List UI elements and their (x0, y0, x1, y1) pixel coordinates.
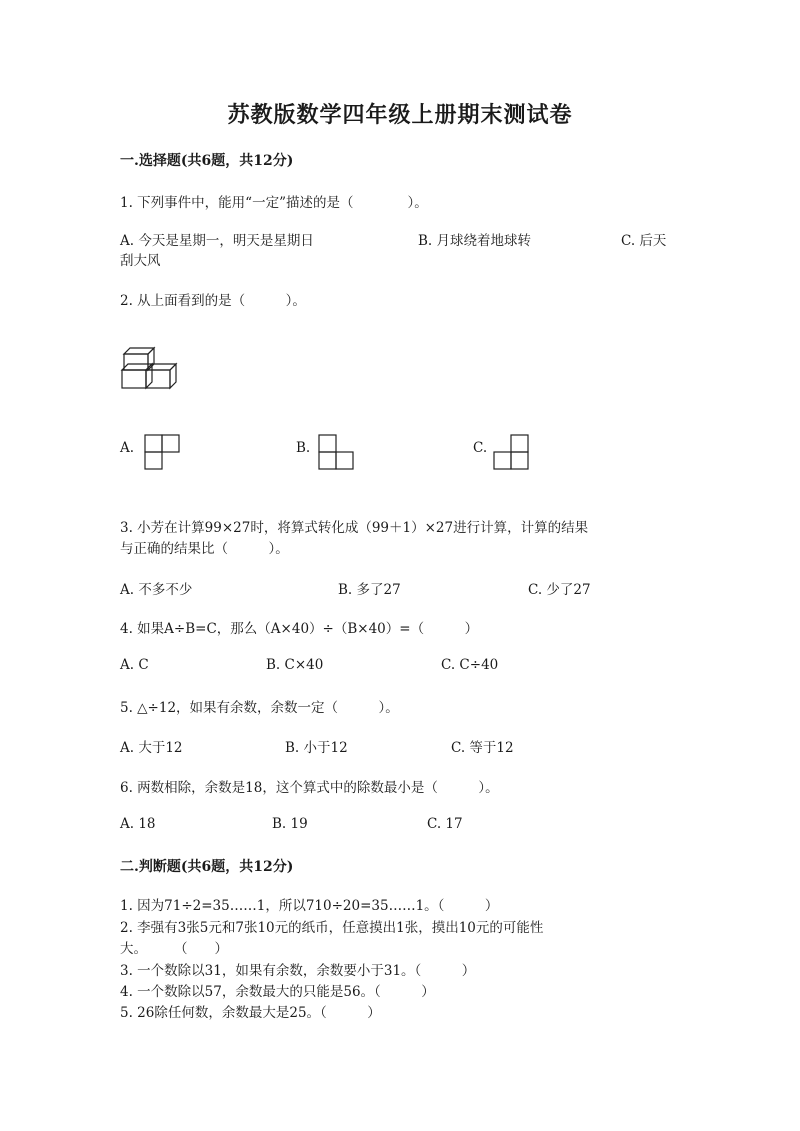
question-4-option-b: B. C×40 (266, 657, 324, 673)
judgement-item-5: 5. 26除任何数，余数最大是25。（ ） (120, 1005, 381, 1021)
question-2-option-c: C. (473, 440, 488, 456)
question-3-stem-line-1: 3. 小芳在计算99×27时，将算式转化成（99＋1）×27进行计算，计算的结果 (120, 520, 589, 536)
question-2-stem: 2. 从上面看到的是（ ）。 (120, 293, 306, 309)
question-6-option-a: A. 18 (120, 816, 156, 832)
question-6-option-c: C. 17 (427, 816, 463, 832)
question-1-stem: 1. 下列事件中，能用“一定”描述的是（ ）。 (120, 195, 428, 211)
question-4-option-a: A. C (120, 657, 149, 673)
top-view-figure-a (144, 434, 180, 470)
section-heading-choice: 一.选择题(共6题，共12分) (120, 153, 294, 169)
judgement-item-2: 2. 李强有3张5元和7张10元的纸币，任意摸出1张，摸出10元的可能性 (120, 920, 544, 936)
question-3-option-c: C. 少了27 (528, 582, 591, 598)
judgement-item-1: 1. 因为71÷2=35……1，所以710÷20=35……1。（ ） (120, 898, 499, 914)
question-4-stem: 4. 如果A÷B=C，那么（A×40）÷（B×40）=（ ） (120, 621, 479, 637)
question-6-option-b: B. 19 (272, 816, 308, 832)
judgement-item-4: 4. 一个数除以57，余数最大的只能是56。（ ） (120, 984, 435, 1000)
question-2-option-a: A. (120, 440, 135, 456)
question-2-option-b: B. (296, 440, 311, 456)
question-4-option-c: C. C÷40 (441, 657, 499, 673)
question-1-option-a: A. 今天是星期一，明天是星期日 (120, 233, 314, 249)
question-1-option-c: C. 后天 (621, 233, 667, 249)
cubes-3d-figure (118, 338, 184, 394)
top-view-figure-b (318, 434, 354, 470)
judgement-item-3: 3. 一个数除以31，如果有余数，余数要小于31。（ ） (120, 963, 476, 979)
question-3-option-b: B. 多了27 (338, 582, 401, 598)
top-view-figure-c (493, 434, 529, 470)
page-title: 苏教版数学四年级上册期末测试卷 (227, 102, 573, 128)
question-6-stem: 6. 两数相除，余数是18，这个算式中的除数最小是（ ）。 (120, 780, 499, 796)
question-5-option-a: A. 大于12 (120, 740, 183, 756)
question-5-stem: 5. △÷12，如果有余数，余数一定（ ）。 (120, 700, 399, 716)
question-1-option-c-continued: 刮大风 (120, 253, 161, 269)
question-3-stem-line-2: 与正确的结果比（ ）。 (120, 541, 289, 557)
question-5-option-b: B. 小于12 (285, 740, 348, 756)
question-3-option-a: A. 不多不少 (120, 582, 193, 598)
section-heading-judgement: 二.判断题(共6题，共12分) (120, 859, 294, 875)
question-1-option-b: B. 月球绕着地球转 (418, 233, 532, 249)
judgement-item-2-continued: 大。 （ ） (120, 941, 228, 957)
question-5-option-c: C. 等于12 (451, 740, 514, 756)
